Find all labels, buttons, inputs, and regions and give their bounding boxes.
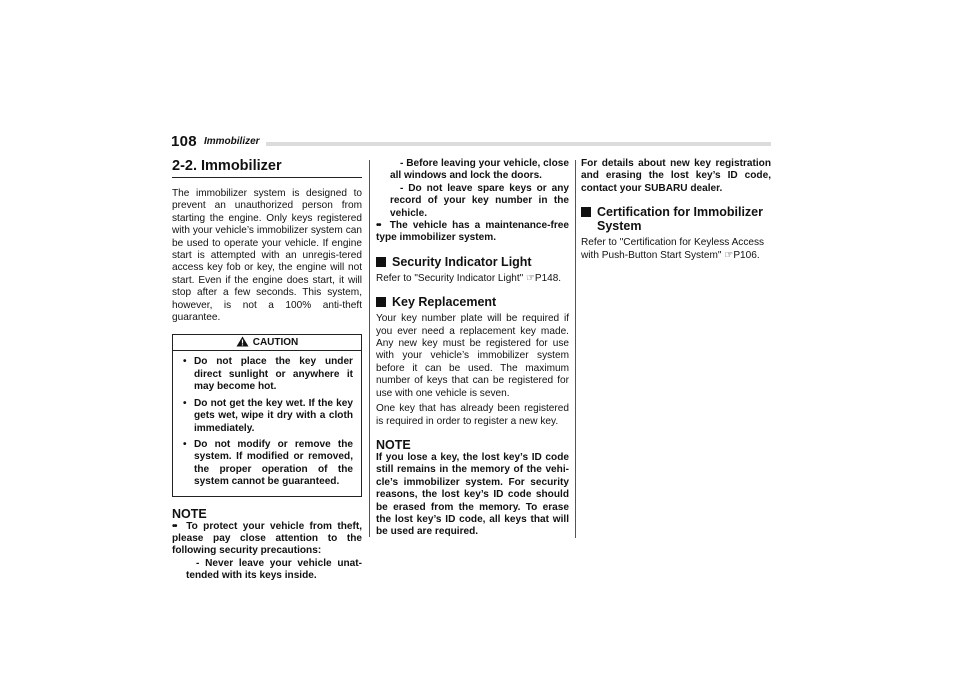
square-bullet-icon bbox=[376, 297, 386, 307]
intro-paragraph: The immobilizer system is designed to prevent an unauthorized person from starting the engine. Only keys registered with your vehicle’s immobilizer system can be used to operate your vehicle. If engine start is attempted with an unregis-tered access key fob or key, the engine will not start. Even if the engine does start, it will stop after a few seconds. This system, however, is not a 100% anti-theft guarantee. bbox=[172, 188, 362, 324]
note-bullet-text: The vehicle has a maintenance-free type immobilizer system. bbox=[376, 220, 569, 244]
column-3 bbox=[581, 158, 771, 262]
certification-heading bbox=[581, 205, 771, 233]
details-paragraph: For details about new key registration and erasing the lost key’s ID code, contact your SUBARU dealer. bbox=[581, 158, 771, 194]
caution-item: • Do not modify or remove the system. If modified or removed, the proper operation of the system cannot be guaranteed. bbox=[181, 439, 353, 489]
column-divider bbox=[369, 160, 370, 537]
note-dash-text: - Before leaving your vehicle, close all windows and lock the doors. bbox=[390, 158, 569, 182]
note-title: NOTE bbox=[172, 506, 207, 521]
warning-triangle-icon bbox=[236, 336, 249, 347]
note-dash-item bbox=[376, 183, 569, 220]
column-divider bbox=[575, 160, 576, 538]
column-2 bbox=[376, 158, 569, 539]
note-dash-item bbox=[172, 558, 362, 583]
note-bullet-text: To protect your vehicle from theft, please pay close attention to the following security precautions: bbox=[172, 520, 362, 557]
note-bullet bbox=[172, 521, 362, 558]
heading-text: Key Replacement bbox=[392, 295, 497, 310]
caution-item: • Do not place the key under direct sunlight or anywhere it may become hot. bbox=[181, 356, 353, 393]
caution-label: CAUTION bbox=[252, 337, 299, 349]
header-rule bbox=[266, 142, 771, 146]
note-text: If you lose a key, the lost key’s ID code still remains in the memory of the vehi-cle’s immobilizer system. For security reasons, the lost key’s ID code should be erased from the memory. To erase the lost key’s ID code, all keys that will be used are required. bbox=[376, 451, 569, 538]
column-1 bbox=[172, 158, 362, 583]
square-bullet-icon bbox=[376, 257, 386, 267]
running-title: Immobilizer bbox=[204, 136, 260, 147]
bullet-dot: • bbox=[172, 520, 187, 532]
bullet-dot: • bbox=[376, 220, 390, 232]
note-dash-text: - Never leave your vehicle unat-tended with its keys inside. bbox=[186, 557, 362, 582]
caution-body bbox=[173, 351, 361, 495]
key-replacement-paragraph: One key that has already been registered is required in order to register a new key. bbox=[376, 403, 569, 427]
security-indicator-heading bbox=[376, 255, 569, 269]
note-dash-text: - Do not leave spare keys or any record of your key number in the vehicle. bbox=[390, 182, 569, 219]
caution-item: • Do not get the key wet. If the key gets wet, wipe it dry with a cloth immediately. bbox=[181, 398, 353, 435]
note-title: NOTE bbox=[376, 437, 411, 452]
heading-text: Certification for Immobilizer System bbox=[597, 205, 763, 234]
key-replacement-heading bbox=[376, 295, 569, 309]
page-number: 108 bbox=[171, 133, 197, 150]
caution-header bbox=[173, 335, 361, 351]
note-dash-item bbox=[376, 158, 569, 183]
security-indicator-ref: Refer to "Security Indicator Light" ☞P148. bbox=[376, 272, 562, 284]
certification-ref: Refer to "Certification for Keyless Access with Push-Button Start System" ☞P106. bbox=[581, 237, 765, 261]
page-header bbox=[171, 133, 771, 149]
section-title: 2-2. Immobilizer bbox=[172, 158, 362, 178]
caution-box bbox=[172, 334, 362, 496]
heading-text: Security Indicator Light bbox=[392, 254, 532, 269]
key-replacement-paragraph: Your key number plate will be required if you ever need a replacement key made. Any new key must be registered for use with your vehicle’s immobilizer system before it can be used. The maximum number of keys that can be registered for use with one vehicle is seven. bbox=[376, 313, 569, 399]
square-bullet-icon bbox=[581, 207, 591, 217]
note-bullet bbox=[376, 220, 569, 245]
